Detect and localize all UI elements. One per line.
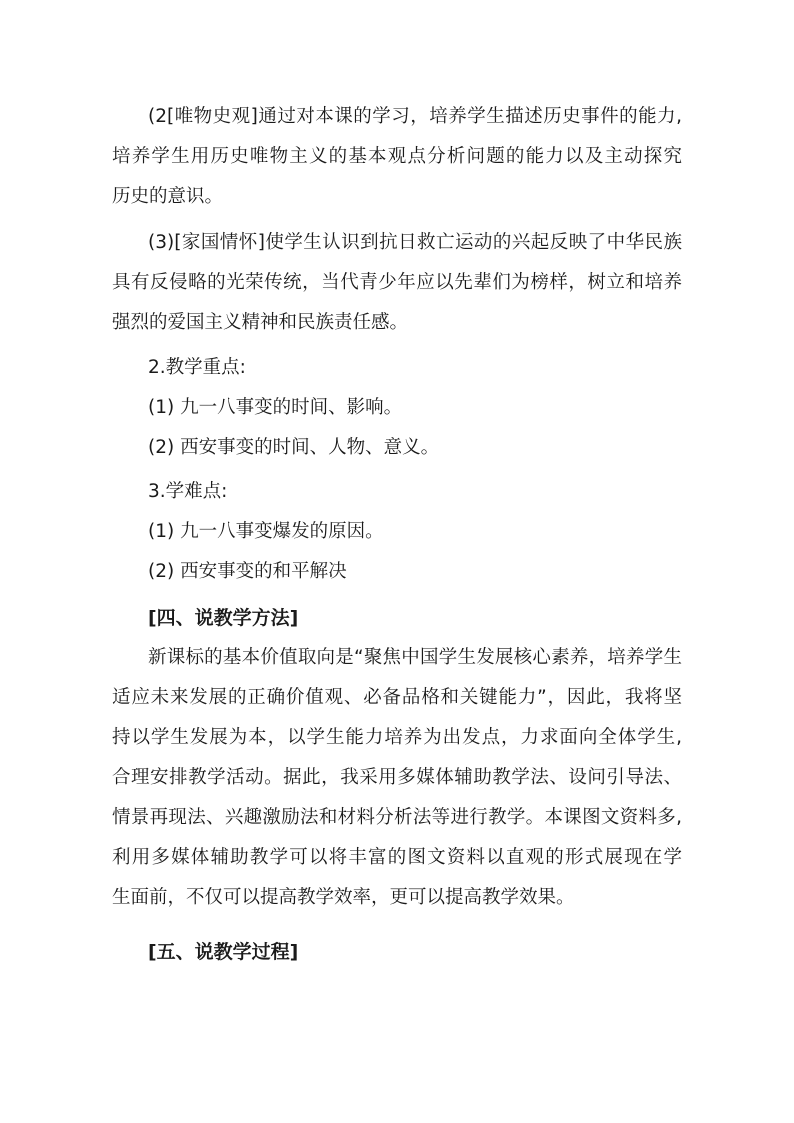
text-line: 强烈的爱国主义精神和民族责任感。 [112, 312, 409, 333]
key-point-item: (2) 西安事变的时间、人物、意义。 [148, 437, 440, 458]
text-line: 利用多媒体辅助教学可以将丰富的图文资料以直观的形式展现在学 [112, 847, 682, 868]
section-5 [112, 932, 682, 972]
text-line: 情景再现法、兴趣激励法和材料分析法等进行教学。本课图文资料多, [112, 807, 682, 828]
section-5-heading: [五、说教学过程] [148, 941, 299, 963]
text-line: 适应未来发展的正确价值观、必备品格和关键能力”，因此，我将坚 [112, 687, 682, 708]
section-4 [112, 598, 682, 918]
objective-paragraph-3 [112, 223, 682, 343]
difficult-points-section [112, 472, 682, 592]
text-line: 合理安排教学活动。据此，我采用多媒体辅助教学法、设问引导法、 [112, 767, 682, 788]
text-line: 持以学生发展为本，以学生能力培养为出发点，力求面向全体学生, [112, 727, 682, 748]
difficult-point-item: (1) 九一八事变爆发的原因。 [148, 521, 384, 542]
key-point-item: (1) 九一八事变的时间、影响。 [148, 397, 403, 418]
difficult-point-item: (2) 西安事变的和平解决 [148, 561, 347, 582]
text-line: 生面前，不仅可以提高教学效率，更可以提高教学效果。 [112, 887, 575, 908]
text-line: (2[唯物史观]通过对本课的学习，培养学生描述历史事件的能力, [148, 106, 682, 127]
text-line: 历史的意识。 [112, 186, 224, 207]
text-line: 具有反侵略的光荣传统，当代青少年应以先辈们为榜样，树立和培养 [112, 272, 682, 293]
key-points-title: 2.教学重点: [148, 357, 246, 378]
difficult-points-title: 3.学难点: [148, 481, 228, 502]
text-line: 新课标的基本价值取向是“聚焦中国学生发展核心素养，培养学生 [148, 647, 682, 668]
key-points-section [112, 348, 682, 468]
text-line: 培养学生用历史唯物主义的基本观点分析问题的能力以及主动探究 [112, 146, 682, 167]
section-4-heading: [四、说教学方法] [148, 607, 299, 629]
text-line: (3)[家国情怀]使学生认识到抗日救亡运动的兴起反映了中华民族 [148, 232, 682, 253]
objective-paragraph-2 [112, 97, 682, 217]
